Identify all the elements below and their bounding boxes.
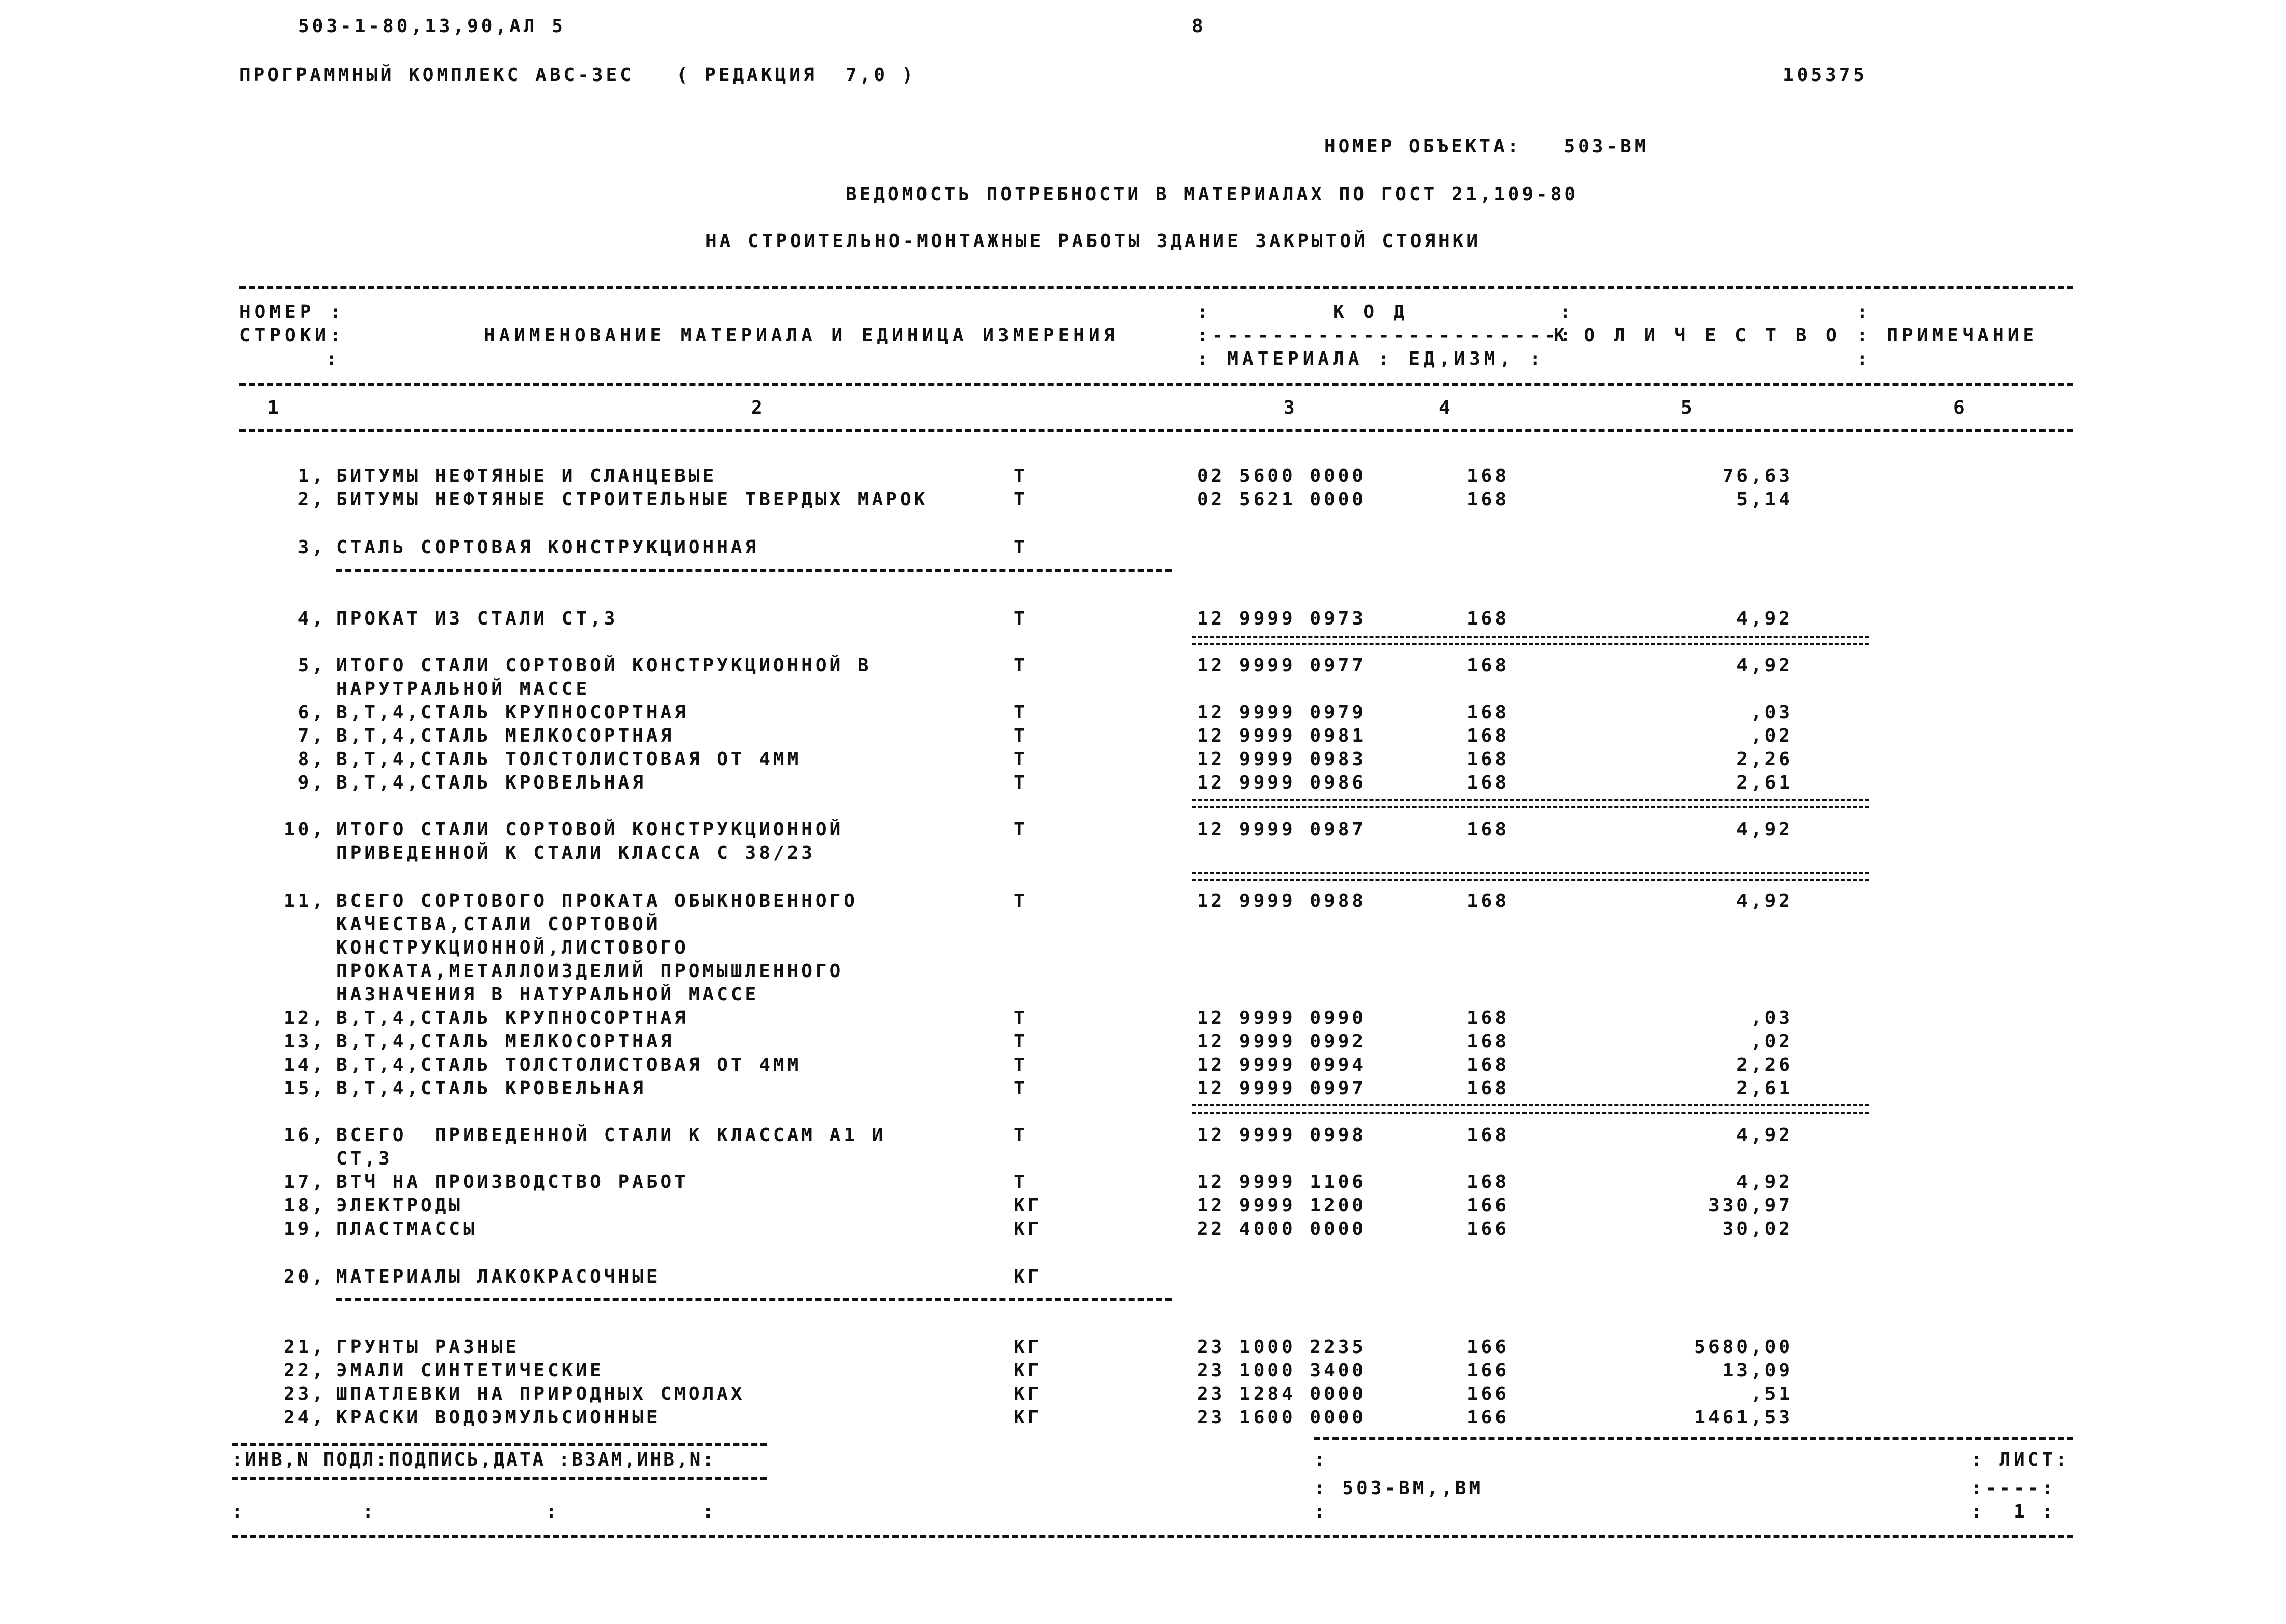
- row-eu: 168: [1467, 489, 1510, 510]
- row-number: 7,: [297, 725, 326, 746]
- subtotal-rule: [1192, 799, 1869, 808]
- row-qty: 5,14: [1736, 489, 1793, 510]
- row-number: 5,: [297, 655, 326, 676]
- row-qty: 30,02: [1722, 1219, 1793, 1239]
- row-code: 12 9999 0988: [1197, 890, 1367, 911]
- row-code: 22 4000 0000: [1197, 1219, 1367, 1239]
- footer-right-top-rule: [1314, 1437, 2073, 1440]
- row-name: КРАСКИ ВОДОЭМУЛЬСИОННЫЕ: [336, 1407, 661, 1428]
- header-bar-bottom: :: [1857, 348, 1872, 369]
- header-code-split: :-----------------------:: [1197, 325, 1575, 346]
- row-name: ВСЕГО ПРИВЕДЕННОЙ СТАЛИ К КЛАССАМ А1 И: [336, 1125, 886, 1146]
- row-eu: 168: [1467, 725, 1510, 746]
- row-code: 12 9999 0981: [1197, 725, 1367, 746]
- row-code: 12 9999 0987: [1197, 819, 1367, 840]
- footer-left-top-rule: [232, 1443, 767, 1446]
- row-eu: 168: [1467, 655, 1510, 676]
- statement-title: ВЕДОМОСТЬ ПОТРЕБНОСТИ В МАТЕРИАЛАХ ПО ГОСТ 21,109-80: [846, 184, 1579, 205]
- table-row: [0, 1359, 2286, 1383]
- object-number: НОМЕР ОБЪЕКТА: 503-ВМ: [1324, 136, 1649, 157]
- header-bar-top: :: [1857, 302, 1872, 322]
- row-code: 12 9999 0994: [1197, 1054, 1367, 1075]
- row-qty: 5680,00: [1694, 1337, 1793, 1358]
- col-num-1: 1: [267, 397, 283, 418]
- row-unit: Т: [1014, 489, 1028, 510]
- row-unit: КГ: [1014, 1360, 1042, 1381]
- row-qty: ,02: [1750, 1031, 1793, 1052]
- footer-signature-header: :ИНВ,N ПОДЛ:ПОДПИСЬ,ДАТА :ВЗАМ,ИНВ,N:: [232, 1449, 716, 1470]
- row-unit: Т: [1014, 1008, 1028, 1028]
- row-code: 12 9999 0983: [1197, 749, 1367, 770]
- row-number: 24,: [283, 1407, 326, 1428]
- table-row: [0, 1383, 2286, 1406]
- row-unit: КГ: [1014, 1407, 1042, 1428]
- header-bottom-rule: [239, 429, 2073, 432]
- row-eu: 168: [1467, 1008, 1510, 1028]
- row-qty: 2,61: [1736, 772, 1793, 793]
- row-eu: 168: [1467, 466, 1510, 486]
- header-top-rule: [239, 286, 2073, 289]
- row-unit: Т: [1014, 819, 1028, 840]
- row-code: 23 1284 0000: [1197, 1384, 1367, 1404]
- table-row: [0, 1053, 2286, 1077]
- header-row-number-1: НОМЕР :: [239, 302, 345, 322]
- row-qty: 2,26: [1736, 749, 1793, 770]
- row-eu: 168: [1467, 1172, 1510, 1193]
- row-unit: Т: [1014, 655, 1028, 676]
- table-row: [0, 1171, 2286, 1194]
- row-eu: 166: [1467, 1219, 1510, 1239]
- table-row: [0, 748, 2286, 771]
- row-number: 11,: [283, 890, 326, 911]
- row-name: ВТЧ НА ПРОИЗВОДСТВО РАБОТ: [336, 1172, 689, 1193]
- row-number: 16,: [283, 1125, 326, 1146]
- row-eu: 168: [1467, 1078, 1510, 1099]
- row-eu: 166: [1467, 1360, 1510, 1381]
- row-qty: ,03: [1750, 702, 1793, 723]
- page-number: 8: [1192, 16, 1206, 37]
- stamp-bottom-bar: :: [1314, 1501, 1328, 1522]
- footer-left-mid-rule: [232, 1477, 767, 1480]
- row-number: 12,: [283, 1008, 326, 1028]
- stamp-designation: : 503-ВМ,,ВМ: [1314, 1478, 1484, 1499]
- header-material-name: НАИМЕНОВАНИЕ МАТЕРИАЛА И ЕДИНИЦА ИЗМЕРЕНИЯ: [484, 325, 1119, 346]
- row-eu: 168: [1467, 1125, 1510, 1146]
- table-row: [0, 818, 2286, 842]
- row-unit: Т: [1014, 725, 1028, 746]
- col-num-3: 3: [1284, 397, 1299, 418]
- table-row: [0, 1406, 2286, 1429]
- row-name-continued: КОНСТРУКЦИОННОЙ,ЛИСТОВОГО: [336, 937, 689, 958]
- row-qty: 330,97: [1708, 1195, 1793, 1216]
- sheet-divider: :----:: [1971, 1478, 2056, 1499]
- row-unit: Т: [1014, 890, 1028, 911]
- row-eu: 168: [1467, 1031, 1510, 1052]
- row-unit: КГ: [1014, 1195, 1042, 1216]
- row-qty: 4,92: [1736, 608, 1793, 629]
- row-name: В,Т,4,СТАЛЬ ТОЛСТОЛИСТОВАЯ ОТ 4ММ: [336, 1054, 802, 1075]
- row-name: СТАЛЬ СОРТОВАЯ КОНСТРУКЦИОННАЯ: [336, 537, 759, 558]
- row-name-continued: СТ,3: [336, 1148, 393, 1169]
- row-code: 12 9999 0979: [1197, 702, 1367, 723]
- subtotal-rule: [1192, 872, 1869, 881]
- header-code-sub: : МАТЕРИАЛА : ЕД,ИЗМ, :: [1197, 348, 1545, 369]
- row-number: 6,: [297, 702, 326, 723]
- row-name: БИТУМЫ НЕФТЯНЫЕ И СЛАНЦЕВЫЕ: [336, 466, 717, 486]
- col-num-5: 5: [1681, 397, 1696, 418]
- row-eu: 166: [1467, 1195, 1510, 1216]
- row-qty: 4,92: [1736, 1125, 1793, 1146]
- row-unit: КГ: [1014, 1219, 1042, 1239]
- row-name: ИТОГО СТАЛИ СОРТОВОЙ КОНСТРУКЦИОННОЙ: [336, 819, 844, 840]
- row-qty: 2,26: [1736, 1054, 1793, 1075]
- table-row: [0, 1007, 2286, 1030]
- row-qty: 1461,53: [1694, 1407, 1793, 1428]
- row-qty: 2,61: [1736, 1078, 1793, 1099]
- row-unit: Т: [1014, 608, 1028, 629]
- group-rule: [336, 1298, 1172, 1301]
- row-code: 12 9999 0986: [1197, 772, 1367, 793]
- table-row: [0, 771, 2286, 795]
- header-mid-rule: [239, 383, 2073, 386]
- row-name: БИТУМЫ НЕФТЯНЫЕ СТРОИТЕЛЬНЫЕ ТВЕРДЫХ МАРОК: [336, 489, 929, 510]
- row-eu: 168: [1467, 772, 1510, 793]
- row-eu: 168: [1467, 749, 1510, 770]
- col-num-6: 6: [1953, 397, 1969, 418]
- program-name: ПРОГРАММНЫЙ КОМПЛЕКС АВС-ЗЕС ( РЕДАКЦИЯ 7,0 ): [239, 65, 916, 86]
- header-row-number-2: СТРОКИ:: [239, 325, 345, 346]
- row-qty: ,03: [1750, 1008, 1793, 1028]
- row-name: МАТЕРИАЛЫ ЛАКОКРАСОЧНЫЕ: [336, 1266, 661, 1287]
- row-unit: Т: [1014, 1125, 1028, 1146]
- row-name: ЭМАЛИ СИНТЕТИЧЕСКИЕ: [336, 1360, 604, 1381]
- row-number: 21,: [283, 1337, 326, 1358]
- row-name: ЭЛЕКТРОДЫ: [336, 1195, 464, 1216]
- sheet-number: : 1 :: [1971, 1501, 2056, 1522]
- row-name: В,Т,4,СТАЛЬ КРУПНОСОРТНАЯ: [336, 702, 689, 723]
- table-row: [0, 488, 2286, 511]
- row-unit: Т: [1014, 1031, 1028, 1052]
- table-row: [0, 654, 2286, 678]
- table-row: [0, 889, 2286, 913]
- row-number: 15,: [283, 1078, 326, 1099]
- row-qty: 4,92: [1736, 1172, 1793, 1193]
- row-name-continued: КАЧЕСТВА,СТАЛИ СОРТОВОЙ: [336, 914, 661, 935]
- row-unit: Т: [1014, 537, 1028, 558]
- row-number: 9,: [297, 772, 326, 793]
- row-name-continued: ПРИВЕДЕННОЙ К СТАЛИ КЛАССА С 38/23: [336, 843, 815, 863]
- row-unit: КГ: [1014, 1384, 1042, 1404]
- row-name: В,Т,4,СТАЛЬ МЕЛКОСОРТНАЯ: [336, 1031, 675, 1052]
- row-number: 18,: [283, 1195, 326, 1216]
- row-code: 12 9999 0998: [1197, 1125, 1367, 1146]
- row-number: 23,: [283, 1384, 326, 1404]
- row-code: 12 9999 0997: [1197, 1078, 1367, 1099]
- table-row: [0, 465, 2286, 488]
- row-number: 20,: [283, 1266, 326, 1287]
- table-row: [0, 536, 2286, 559]
- row-eu: 168: [1467, 819, 1510, 840]
- row-code: 12 9999 0992: [1197, 1031, 1367, 1052]
- row-unit: КГ: [1014, 1266, 1042, 1287]
- table-row: [0, 1030, 2286, 1053]
- row-name-continued: НАЗНАЧЕНИЯ В НАТУРАЛЬНОЙ МАССЕ: [336, 984, 759, 1005]
- header-code: : К О Д :: [1197, 302, 1575, 322]
- row-code: 12 9999 0990: [1197, 1008, 1367, 1028]
- statement-subtitle: НА СТРОИТЕЛЬНО-МОНТАЖНЫЕ РАБОТЫ ЗДАНИЕ ЗАКРЫТОЙ СТОЯНКИ: [705, 231, 1481, 252]
- row-name: В,Т,4,СТАЛЬ ТОЛСТОЛИСТОВАЯ ОТ 4ММ: [336, 749, 802, 770]
- col-num-4: 4: [1439, 397, 1454, 418]
- row-unit: Т: [1014, 702, 1028, 723]
- table-row: [0, 1124, 2286, 1147]
- header-quantity: К О Л И Ч Е С Т В О: [1554, 325, 1841, 346]
- row-number: 13,: [283, 1031, 326, 1052]
- stamp-top-bar: :: [1314, 1449, 1328, 1470]
- row-number: 8,: [297, 749, 326, 770]
- row-name: ВСЕГО СОРТОВОГО ПРОКАТА ОБЫКНОВЕННОГО: [336, 890, 858, 911]
- row-name: ПРОКАТ ИЗ СТАЛИ СТ,3: [336, 608, 618, 629]
- row-number: 19,: [283, 1219, 326, 1239]
- doc-code: 503-1-80,13,90,АЛ 5: [298, 16, 566, 37]
- row-name-continued: ПРОКАТА,МЕТАЛЛОИЗДЕЛИЙ ПРОМЫШЛЕННОГО: [336, 961, 844, 982]
- row-number: 3,: [297, 537, 326, 558]
- row-code: 23 1000 2235: [1197, 1337, 1367, 1358]
- row-unit: Т: [1014, 772, 1028, 793]
- row-unit: Т: [1014, 1054, 1028, 1075]
- row-eu: 168: [1467, 702, 1510, 723]
- row-qty: 13,09: [1722, 1360, 1793, 1381]
- row-qty: 4,92: [1736, 819, 1793, 840]
- row-name: ШПАТЛЕВКИ НА ПРИРОДНЫХ СМОЛАХ: [336, 1384, 745, 1404]
- row-eu: 166: [1467, 1384, 1510, 1404]
- footer-bottom-rule: [232, 1535, 2073, 1538]
- row-name: В,Т,4,СТАЛЬ КРОВЕЛЬНАЯ: [336, 772, 646, 793]
- row-eu: 166: [1467, 1407, 1510, 1428]
- row-unit: Т: [1014, 749, 1028, 770]
- row-qty: ,02: [1750, 725, 1793, 746]
- row-name: В,Т,4,СТАЛЬ КРУПНОСОРТНАЯ: [336, 1008, 689, 1028]
- row-code: 12 9999 1200: [1197, 1195, 1367, 1216]
- row-code: 12 9999 0973: [1197, 608, 1367, 629]
- row-code: 02 5621 0000: [1197, 489, 1367, 510]
- row-unit: Т: [1014, 1078, 1028, 1099]
- footer-signature-fields: : : : :: [232, 1501, 716, 1522]
- row-qty: 76,63: [1722, 466, 1793, 486]
- row-eu: 166: [1467, 1337, 1510, 1358]
- table-row: [0, 1217, 2286, 1241]
- document-number: 105375: [1783, 65, 1868, 86]
- table-row: [0, 607, 2286, 631]
- row-number: 10,: [283, 819, 326, 840]
- row-qty: 4,92: [1736, 890, 1793, 911]
- sheet-label: : ЛИСТ:: [1971, 1449, 2070, 1470]
- table-row: [0, 724, 2286, 748]
- row-unit: КГ: [1014, 1337, 1042, 1358]
- row-name: ИТОГО СТАЛИ СОРТОВОЙ КОНСТРУКЦИОННОЙ В: [336, 655, 872, 676]
- group-rule: [336, 569, 1172, 572]
- row-code: 12 9999 0977: [1197, 655, 1367, 676]
- row-code: 12 9999 1106: [1197, 1172, 1367, 1193]
- header-row-colon: :: [326, 348, 341, 369]
- row-code: 23 1600 0000: [1197, 1407, 1367, 1428]
- table-row: [0, 1265, 2286, 1289]
- row-number: 22,: [283, 1360, 326, 1381]
- row-eu: 168: [1467, 608, 1510, 629]
- row-name: ПЛАСТМАССЫ: [336, 1219, 477, 1239]
- row-qty: 4,92: [1736, 655, 1793, 676]
- subtotal-rule: [1192, 636, 1869, 645]
- subtotal-rule: [1192, 1104, 1869, 1114]
- header-note: : ПРИМЕЧАНИЕ: [1857, 325, 2038, 346]
- row-unit: Т: [1014, 466, 1028, 486]
- row-number: 17,: [283, 1172, 326, 1193]
- row-number: 2,: [297, 489, 326, 510]
- row-code: 02 5600 0000: [1197, 466, 1367, 486]
- row-number: 1,: [297, 466, 326, 486]
- row-number: 14,: [283, 1054, 326, 1075]
- row-name-continued: НАРУТРАЛЬНОЙ МАССЕ: [336, 679, 590, 699]
- table-row: [0, 1194, 2286, 1217]
- row-name: ГРУНТЫ РАЗНЫЕ: [336, 1337, 520, 1358]
- row-number: 4,: [297, 608, 326, 629]
- row-name: В,Т,4,СТАЛЬ МЕЛКОСОРТНАЯ: [336, 725, 675, 746]
- col-num-2: 2: [751, 397, 767, 418]
- table-row: [0, 1077, 2286, 1100]
- row-code: 23 1000 3400: [1197, 1360, 1367, 1381]
- row-unit: Т: [1014, 1172, 1028, 1193]
- row-eu: 168: [1467, 890, 1510, 911]
- table-row: [0, 701, 2286, 724]
- row-qty: ,51: [1750, 1384, 1793, 1404]
- table-row: [0, 1336, 2286, 1359]
- row-name: В,Т,4,СТАЛЬ КРОВЕЛЬНАЯ: [336, 1078, 646, 1099]
- row-eu: 168: [1467, 1054, 1510, 1075]
